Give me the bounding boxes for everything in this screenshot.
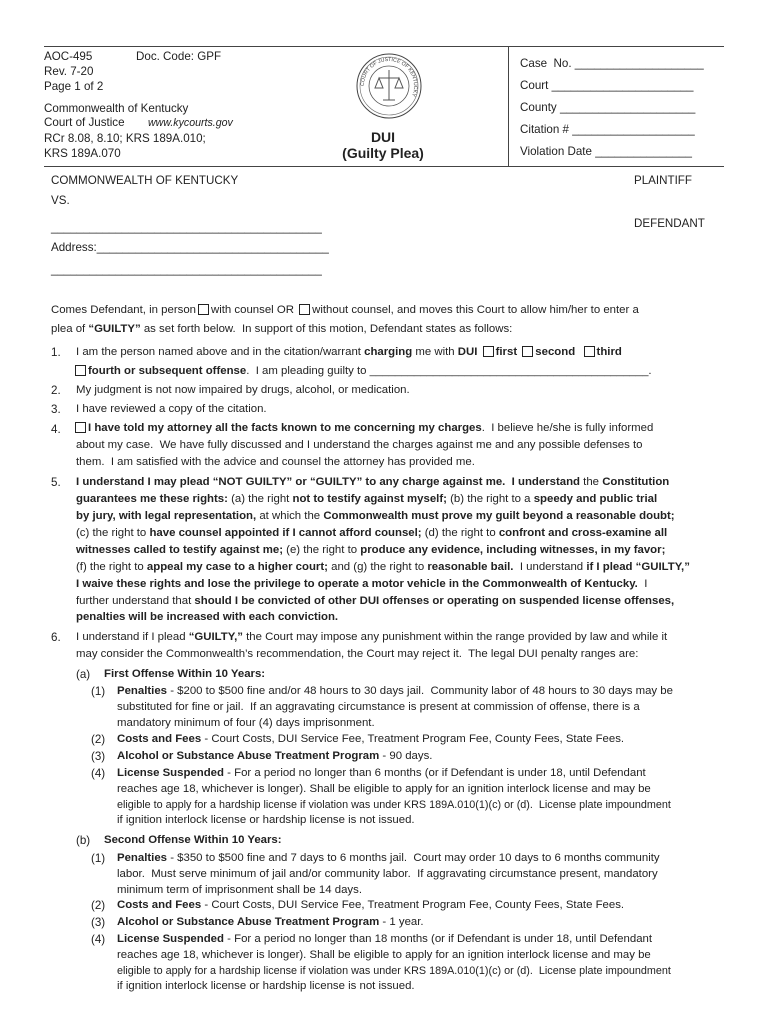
item5-line4 (76, 525, 667, 542)
i5-l4-d: confront and cross-examine all (498, 527, 668, 539)
i5-l2-f: speedy and public trial (533, 493, 658, 505)
i5-l8-a: further understand that (76, 595, 195, 607)
item6-line2: may consider the Commonwealth’s recommendation, the Court may reject it. The legal DUI penalty ranges are: (76, 648, 639, 660)
i6-guilty: “GUILTY,” (188, 631, 243, 643)
i5-l3-d: Commonwealth must prove my guilt beyond a reasonable doubt; (323, 510, 675, 522)
i5-l1-b: I understand I may plead “NOT GUILTY” or “GUILTY” to any charge against me. I understand (76, 476, 581, 488)
case-no-blank: ____________________ (574, 57, 704, 70)
county-blank: _____________________ (559, 101, 696, 114)
court-blank: ______________________ (551, 79, 694, 92)
item5-line9 (76, 609, 338, 626)
item-number-2: 2. (51, 384, 61, 397)
i1-first: first (495, 346, 518, 358)
field-case-no[interactable] (520, 56, 704, 71)
case-no-label: Case No. (520, 57, 572, 70)
i5-l8-b: should I be convicted of other DUI offenses or operating on suspended license offenses, (194, 595, 675, 607)
defendant-label: DEFENDANT (634, 217, 705, 230)
item4-line2: about my case. We have fully discussed and I understand the charges against me and any possible defenses to (76, 439, 643, 451)
intro2-a: plea of (51, 323, 89, 335)
section-a-label: (a) (76, 668, 91, 681)
intro-line2 (51, 321, 512, 338)
i5-l4-b: have counsel appointed if I cannot afford counsel; (149, 527, 422, 539)
violation-date-label: Violation Date (520, 145, 592, 158)
b3-c: - 1 year. (379, 916, 424, 928)
a3-treatment: Alcohol or Substance Abuse Treatment Program (117, 750, 380, 762)
a4-line4: if ignition interlock license or hardship license is not issued. (117, 814, 415, 826)
b-item-1-num: (1) (91, 852, 106, 865)
b2-line (117, 897, 624, 914)
intro2-c: as set forth below. In support of this motion, Defendant states as follows: (140, 323, 513, 335)
i4-bold: I have told my attorney all the facts known to me concerning my charges (88, 422, 482, 434)
b3-line (117, 914, 424, 931)
i5-l2-c: (a) the right (227, 493, 293, 505)
b1-line2: labor. Must serve minimum of jail and/or community labor. If aggravating circumstance present, mandatory (117, 868, 658, 880)
second-offense-checkbox[interactable] (522, 346, 533, 357)
i5-l6-f: if I plead “GUILTY,” (586, 561, 690, 573)
citation-blank: ___________________ (572, 123, 695, 136)
item5-line8 (76, 593, 674, 610)
i5-l6-d: reasonable bail. (427, 561, 514, 573)
a-item-1-num: (1) (91, 685, 106, 698)
item4-line3: them. I am satisfied with the advice and counsel the attorney has provided me. (76, 456, 475, 468)
item-number-1: 1. (51, 346, 61, 359)
a4-license: License Suspended (117, 767, 224, 779)
i5-l5-d: produce any evidence, including witnesses, in my favor; (360, 544, 666, 556)
i5-l4-c: (d) the right to (421, 527, 499, 539)
first-offense-checkbox[interactable] (483, 346, 494, 357)
item-number-6: 6. (51, 631, 61, 644)
item1-line2 (73, 363, 652, 380)
a4-c: - For a period no longer than 6 months (or if Defendant is under 18, until Defendant (223, 767, 646, 779)
intro-line1 (51, 302, 639, 319)
in-person-checkbox[interactable] (198, 304, 209, 315)
i5-l1-d: Constitution (602, 476, 670, 488)
i1-charging: charging (364, 346, 413, 358)
i1-c: me with (412, 346, 458, 358)
i5-l5-b: witnesses called to testify against me; (76, 544, 284, 556)
a4-line2: reaches age 18, whichever is longer). Shall be eligible to apply for an ignition interlock license and may be (117, 783, 651, 795)
a1-line2: substituted for fine or jail. If an aggravating circumstance is present at commission of offense, there is a (117, 701, 640, 713)
a2-c: - Court Costs, DUI Service Fee, Treatment Program Fee, County Fees, State Fees. (201, 733, 625, 745)
i1-pleading: . I am pleading guilty to ____________________________________________. (246, 365, 652, 377)
form-id: AOC-495 (44, 50, 93, 63)
website: www.kycourts.gov (148, 117, 233, 129)
doc-code: Doc. Code: GPF (136, 50, 222, 63)
intro-text-b: with counsel OR (211, 304, 294, 316)
b-item-4-num: (4) (91, 933, 106, 946)
revision: Rev. 7-20 (44, 65, 94, 78)
i5-l2-e: (b) the right to a (446, 493, 534, 505)
b4-line4: if ignition interlock license or hardship license is not issued. (117, 980, 415, 992)
i5-l5-c: (e) the right to (283, 544, 361, 556)
plaintiff-label: PLAINTIFF (634, 174, 692, 187)
item6-line1 (76, 629, 667, 646)
a4-line1 (117, 765, 646, 782)
i1-second: second (535, 346, 576, 358)
i5-l7-b: I waive these rights and lose the privilege to operate a motor vehicle in the Commonwealth of Kentucky. (76, 578, 638, 590)
item5-line1 (76, 474, 669, 491)
a-item-4-num: (4) (91, 767, 106, 780)
b-item-3-num: (3) (91, 916, 106, 929)
i5-l2-d: not to testify against myself; (292, 493, 447, 505)
field-citation[interactable] (520, 122, 695, 137)
a1-penalties: Penalties (117, 685, 168, 697)
i5-l6-c: and (g) the right to (327, 561, 428, 573)
item-number-5: 5. (51, 476, 61, 489)
b4-line3: eligible to apply for a hardship license if violation was under KRS 189A.010(1)(c) or (d). License plate impoundment (117, 965, 671, 977)
court-seal-icon (355, 52, 423, 120)
item4-line1 (73, 420, 653, 437)
a2-line (117, 731, 624, 748)
title-guilty-plea: (Guilty Plea) (342, 145, 424, 161)
page-number: Page 1 of 2 (44, 80, 104, 93)
section-b-label: (b) (76, 834, 91, 847)
a2-costs: Costs and Fees (117, 733, 202, 745)
county-label: County (520, 101, 557, 114)
i6-c: the Court may impose any punishment within the range provided by law and while it (242, 631, 668, 643)
i1-third: third (596, 346, 622, 358)
a3-c: - 90 days. (379, 750, 433, 762)
item5-line6 (76, 559, 690, 576)
b1-line3: minimum term of imprisonment shall be 14 days. (117, 884, 362, 896)
court-label: Court (520, 79, 549, 92)
i1-fourth: fourth or subsequent offense (88, 365, 247, 377)
i5-l6-a: (f) the right to (76, 561, 147, 573)
b3-treatment: Alcohol or Substance Abuse Treatment Program (117, 916, 380, 928)
item3-text: I have reviewed a copy of the citation. (76, 403, 267, 415)
i5-l6-e: I understand (513, 561, 587, 573)
i6-a: I understand if I plead (76, 631, 189, 643)
b1-c: - $350 to $500 fine and 7 days to 6 months jail. Court may order 10 days to 6 months community (167, 852, 660, 864)
i5-l7-c: I (637, 578, 648, 590)
item5-line2 (76, 491, 657, 508)
i1-a: I am the person named above and in the citation/warrant (76, 346, 365, 358)
item2-text: My judgment is not now impaired by drugs, alcohol, or medication. (76, 384, 410, 396)
second-offense-heading: Second Offense Within 10 Years: (104, 834, 282, 846)
i5-l2-b: guarantees me these rights: (76, 493, 228, 505)
third-offense-checkbox[interactable] (584, 346, 595, 357)
i5-l3-b: by jury, with legal representation, (76, 510, 257, 522)
b2-c: - Court Costs, DUI Service Fee, Treatment Program Fee, County Fees, State Fees. (201, 899, 625, 911)
vs-label: VS. (51, 194, 70, 207)
violation-date-blank: _______________ (595, 145, 692, 158)
item5-line3 (76, 508, 675, 525)
field-court[interactable] (520, 78, 693, 93)
court-line2: Court of Justice (44, 116, 125, 129)
item1-line1 (76, 344, 622, 361)
item-number-4: 4. (51, 423, 61, 436)
a1-c: - $200 to $500 fine and/or 48 hours to 30 days jail. Community labor of 48 hours to 30 days may be (167, 685, 673, 697)
b2-costs: Costs and Fees (117, 899, 202, 911)
b-item-2-num: (2) (91, 899, 106, 912)
title-dui: DUI (370, 129, 396, 145)
without-counsel-checkbox[interactable] (299, 304, 310, 315)
a-item-3-num: (3) (91, 750, 106, 763)
item5-line5 (76, 542, 665, 559)
i5-l4-a: (c) the right to (76, 527, 150, 539)
svg-text:COURT OF JUSTICE OF KENTUCKY: COURT OF JUSTICE OF KENTUCKY (359, 56, 419, 98)
b4-c: - For a period no longer than 18 months (or if Defendant is under 18, until Defendant (223, 933, 653, 945)
court-line1: Commonwealth of Kentucky (44, 102, 189, 115)
first-offense-heading: First Offense Within 10 Years: (104, 668, 266, 680)
i5-l9-b: penalties will be increased with each conviction. (76, 611, 339, 623)
address-field[interactable]: Address:____________________________________ (51, 241, 329, 254)
intro-text-c: without counsel, and moves this Court to allow him/her to enter a (312, 304, 639, 316)
a-item-2-num: (2) (91, 733, 106, 746)
a1-line1 (117, 683, 673, 700)
commonwealth-label: COMMONWEALTH OF KENTUCKY (51, 174, 239, 187)
a1-line3: mandatory minimum of four (4) days imprisonment. (117, 717, 375, 729)
defendant-name-line[interactable]: __________________________________________ (51, 221, 322, 234)
a4-line3: eligible to apply for a hardship license if violation was under KRS 189A.010(1)(c) or (d). License plate impoundment (117, 799, 671, 811)
fourth-offense-checkbox[interactable] (75, 365, 86, 376)
b4-line2: reaches age 18, whichever is longer). Shall be eligible to apply for an ignition interlock license and may be (117, 949, 651, 961)
i5-l3-c: at which the (256, 510, 324, 522)
i5-l6-b: appeal my case to a higher court; (146, 561, 328, 573)
b1-line1 (117, 850, 660, 867)
b4-line1 (117, 931, 652, 948)
form-title (318, 129, 448, 161)
intro2-guilty: “GUILTY” (88, 323, 141, 335)
i4-c: . I believe he/she is fully informed (481, 422, 654, 434)
rule-line2: KRS 189A.070 (44, 147, 121, 160)
i5-l1-c: the (580, 476, 603, 488)
a3-line (117, 748, 432, 765)
b1-penalties: Penalties (117, 852, 168, 864)
rule-line1: RCr 8.08, 8.10; KRS 189A.010; (44, 132, 206, 145)
intro-text-a: Comes Defendant, in person (51, 304, 196, 316)
b4-license: License Suspended (117, 933, 224, 945)
field-county[interactable] (520, 100, 695, 115)
header-divider (508, 47, 509, 166)
item-number-3: 3. (51, 403, 61, 416)
i1-dui: DUI (457, 346, 478, 358)
item5-line7 (76, 576, 647, 593)
citation-label: Citation # (520, 123, 569, 136)
told-attorney-checkbox[interactable] (75, 422, 86, 433)
field-violation-date[interactable] (520, 144, 692, 159)
address-line2[interactable]: __________________________________________ (51, 263, 322, 276)
